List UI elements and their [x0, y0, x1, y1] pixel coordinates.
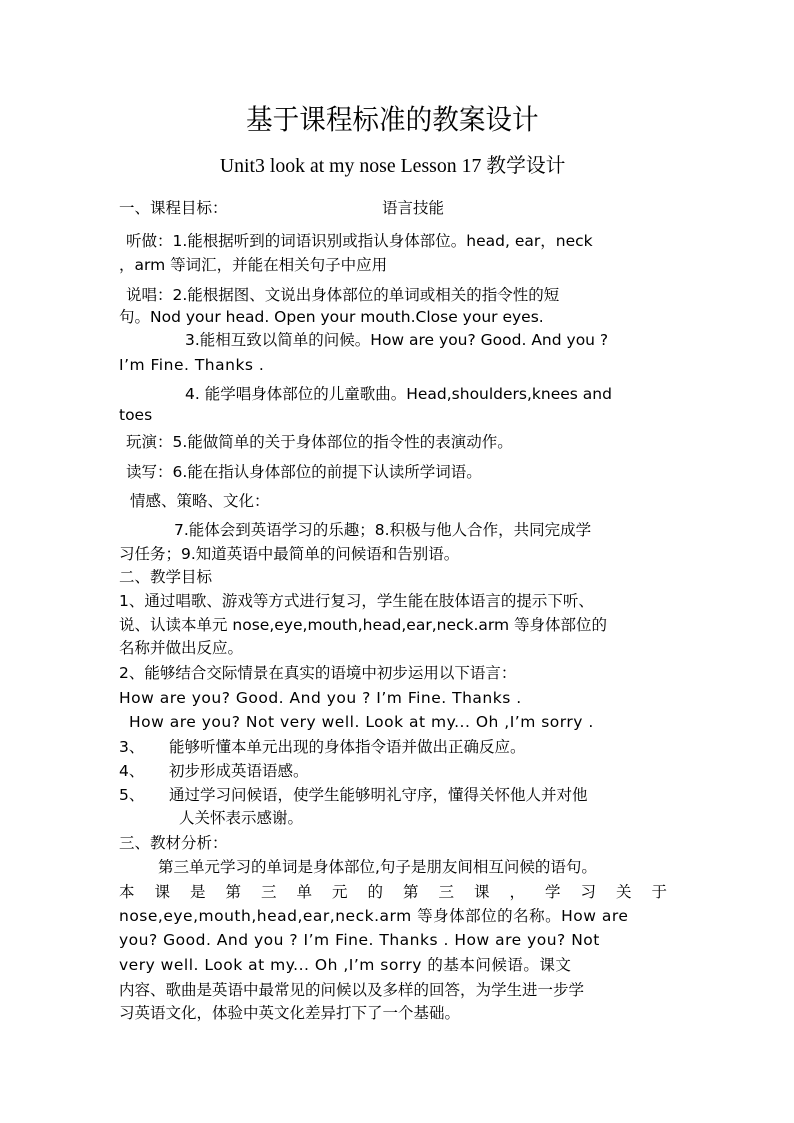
objective-4: 初步形成英语语感。	[169, 762, 309, 780]
section2-heading: 二、教学目标	[119, 568, 213, 586]
analysis-line-2: 本 课 是 第 三 单 元 的 第 三 课 ， 学 习 关 于	[119, 883, 668, 901]
objective-2b: How are you? Good. And you ? I’m Fine. Thanks .	[119, 689, 522, 707]
objective-1c: 名称并做出反应。	[119, 639, 244, 657]
objective-4-number: 4、	[119, 762, 145, 780]
objective-1b: 说、认读本单元 nose,eye,mouth,head,ear,neck.arm 等身体部位的	[119, 616, 608, 634]
goal-line-7: 情感、策略、文化：	[130, 492, 270, 510]
analysis-line-5: very well. Look at my... Oh ,I’m sorry 的基本问候语。课文	[119, 956, 572, 974]
analysis-line-7: 习英语文化，体验中英文化差异打下了一个基础。	[119, 1004, 461, 1022]
objective-5a: 通过学习问候语，使学生能够明礼守序，懂得关怀他人并对他	[169, 786, 588, 804]
goal-line-6: 读写：6.能在指认身体部位的前提下认读所学词语。	[126, 463, 482, 481]
document-title: 基于课程标准的教案设计	[246, 103, 539, 136]
goal-line-2a: 说唱：2.能根据图、文说出身体部位的单词或相关的指令性的短	[126, 286, 560, 304]
goal-line-4b: toes	[119, 406, 153, 424]
analysis-line-3: nose,eye,mouth,head,ear,neck.arm 等身体部位的名称。How are	[119, 907, 629, 925]
goal-line-4a: 4. 能学唱身体部位的儿童歌曲。Head,shoulders,knees and	[185, 385, 612, 403]
analysis-line-1: 第三单元学习的单词是身体部位,句子是朋友间相互问候的语句。	[158, 858, 597, 876]
goal-line-1b: ，arm 等词汇，并能在相关句子中应用	[119, 256, 388, 274]
analysis-line-4: you? Good. And you ? I’m Fine. Thanks . How are you? Not	[119, 931, 600, 949]
objective-5-number: 5、	[119, 786, 145, 804]
goal-line-8b: 习任务；9.知道英语中最简单的问候语和告别语。	[119, 545, 460, 563]
goal-line-5: 玩演：5.能做简单的关于身体部位的指令性的表演动作。	[126, 433, 513, 451]
goal-line-1a: 听做：1.能根据听到的词语识别或指认身体部位。head, ear，neck	[126, 232, 593, 250]
section1-heading: 一、课程目标：	[119, 199, 228, 217]
document-subtitle: Unit3 look at my nose Lesson 17 教学设计	[219, 155, 566, 177]
section3-heading: 三、教材分析：	[119, 834, 228, 852]
objective-2a: 2、能够结合交际情景在真实的语境中初步运用以下语言：	[119, 664, 517, 682]
goal-line-3b: I’m Fine. Thanks .	[119, 356, 265, 374]
objective-3-number: 3、	[119, 738, 145, 756]
objective-1a: 1、通过唱歌、游戏等方式进行复习，学生能在肢体语言的提示下听、	[119, 592, 594, 610]
objective-2c: How are you? Not very well. Look at my... Oh ,I’m sorry .	[129, 713, 594, 731]
goal-line-8a: 7.能体会到英语学习的乐趣；8.积极与他人合作，共同完成学	[174, 521, 592, 539]
goal-line-3a: 3.能相互致以简单的问候。How are you? Good. And you ?	[185, 331, 609, 349]
analysis-line-6: 内容、歌曲是英语中最常见的问候以及多样的回答，为学生进一步学	[119, 981, 585, 999]
objective-3: 能够听懂本单元出现的身体指令语并做出正确反应。	[169, 738, 526, 756]
goal-line-2b: 句。Nod your head. Open your mouth.Close your eyes.	[119, 308, 544, 326]
objective-5b: 人关怀表示感谢。	[179, 809, 304, 827]
section1-heading-right: 语言技能	[382, 199, 445, 217]
